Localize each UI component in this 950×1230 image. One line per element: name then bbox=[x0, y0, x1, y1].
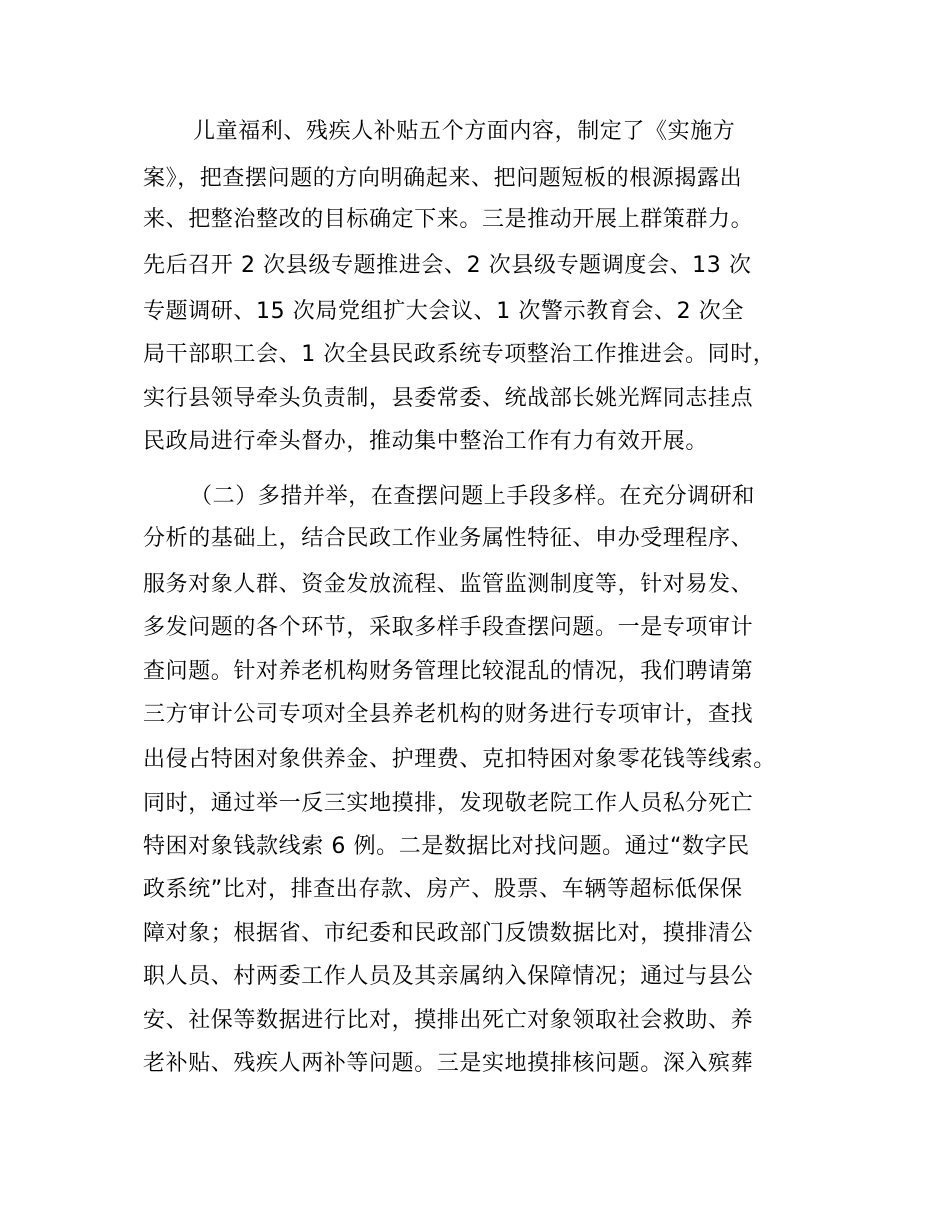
text-line: 案》，把查摆问题的方向明确起来、把问题短板的根源揭露出 bbox=[143, 166, 743, 191]
text-line: 障对象；根据省、市纪委和民政部门反馈数据比对，摸排清公 bbox=[143, 921, 754, 946]
text-line: 三方审计公司专项对全县养老机构的财务进行专项审计，查找 bbox=[143, 702, 754, 727]
text-line: 老补贴、残疾人两补等问题。三是实地摸排核问题。深入殡葬 bbox=[143, 1051, 754, 1076]
text-line: 先后召开 2 次县级专题推进会、2 次县级专题调度会、13 次 bbox=[143, 253, 752, 278]
text-line: 服务对象人群、资金发放流程、监管监测制度等，针对易发、 bbox=[143, 572, 754, 597]
text-line: 安、社保等数据进行比对，摸排出死亡对象领取社会救助、养 bbox=[143, 1008, 754, 1033]
text-line: 政系统”比对，排查出存款、房产、股票、车辆等超标低保保 bbox=[143, 877, 743, 902]
section-heading-line: （二）多措并举，在查摆问题上手段多样。在充分调研和 bbox=[190, 484, 756, 509]
text-line: 职人员、村两委工作人员及其亲属纳入保障情况；通过与县公 bbox=[143, 964, 754, 989]
text-line: 局干部职工会、1 次全县民政系统专项整治工作推进会。同时， bbox=[143, 342, 776, 367]
text-line: 多发问题的各个环节，采取多样手段查摆问题。一是专项审计 bbox=[143, 615, 754, 640]
text-line: 专题调研、15 次局党组扩大会议、1 次警示教育会、2 次全 bbox=[143, 299, 744, 324]
text-line: 实行县领导牵头负责制，县委常委、统战部长姚光辉同志挂点 bbox=[143, 386, 754, 411]
text-line: 儿童福利、残疾人补贴五个方面内容，制定了《实施方 bbox=[193, 119, 736, 144]
text-line: 来、把整治整改的目标确定下来。三是推动开展上群策群力。 bbox=[143, 207, 754, 232]
text-line: 特困对象钱款线索 6 例。二是数据比对找问题。通过“数字民 bbox=[143, 834, 750, 859]
text-line: 出侵占特困对象供养金、护理费、克扣特困对象零花钱等线索。 bbox=[143, 747, 776, 772]
text-line: 查问题。针对养老机构财务管理比较混乱的情况，我们聘请第 bbox=[143, 659, 754, 684]
text-line: 分析的基础上，结合民政工作业务属性特征、申办受理程序、 bbox=[143, 526, 754, 551]
text-line: 同时，通过举一反三实地摸排，发现敬老院工作人员私分死亡 bbox=[143, 791, 754, 816]
text-line: 民政局进行牵头督办，推动集中整治工作有力有效开展。 bbox=[143, 429, 709, 454]
